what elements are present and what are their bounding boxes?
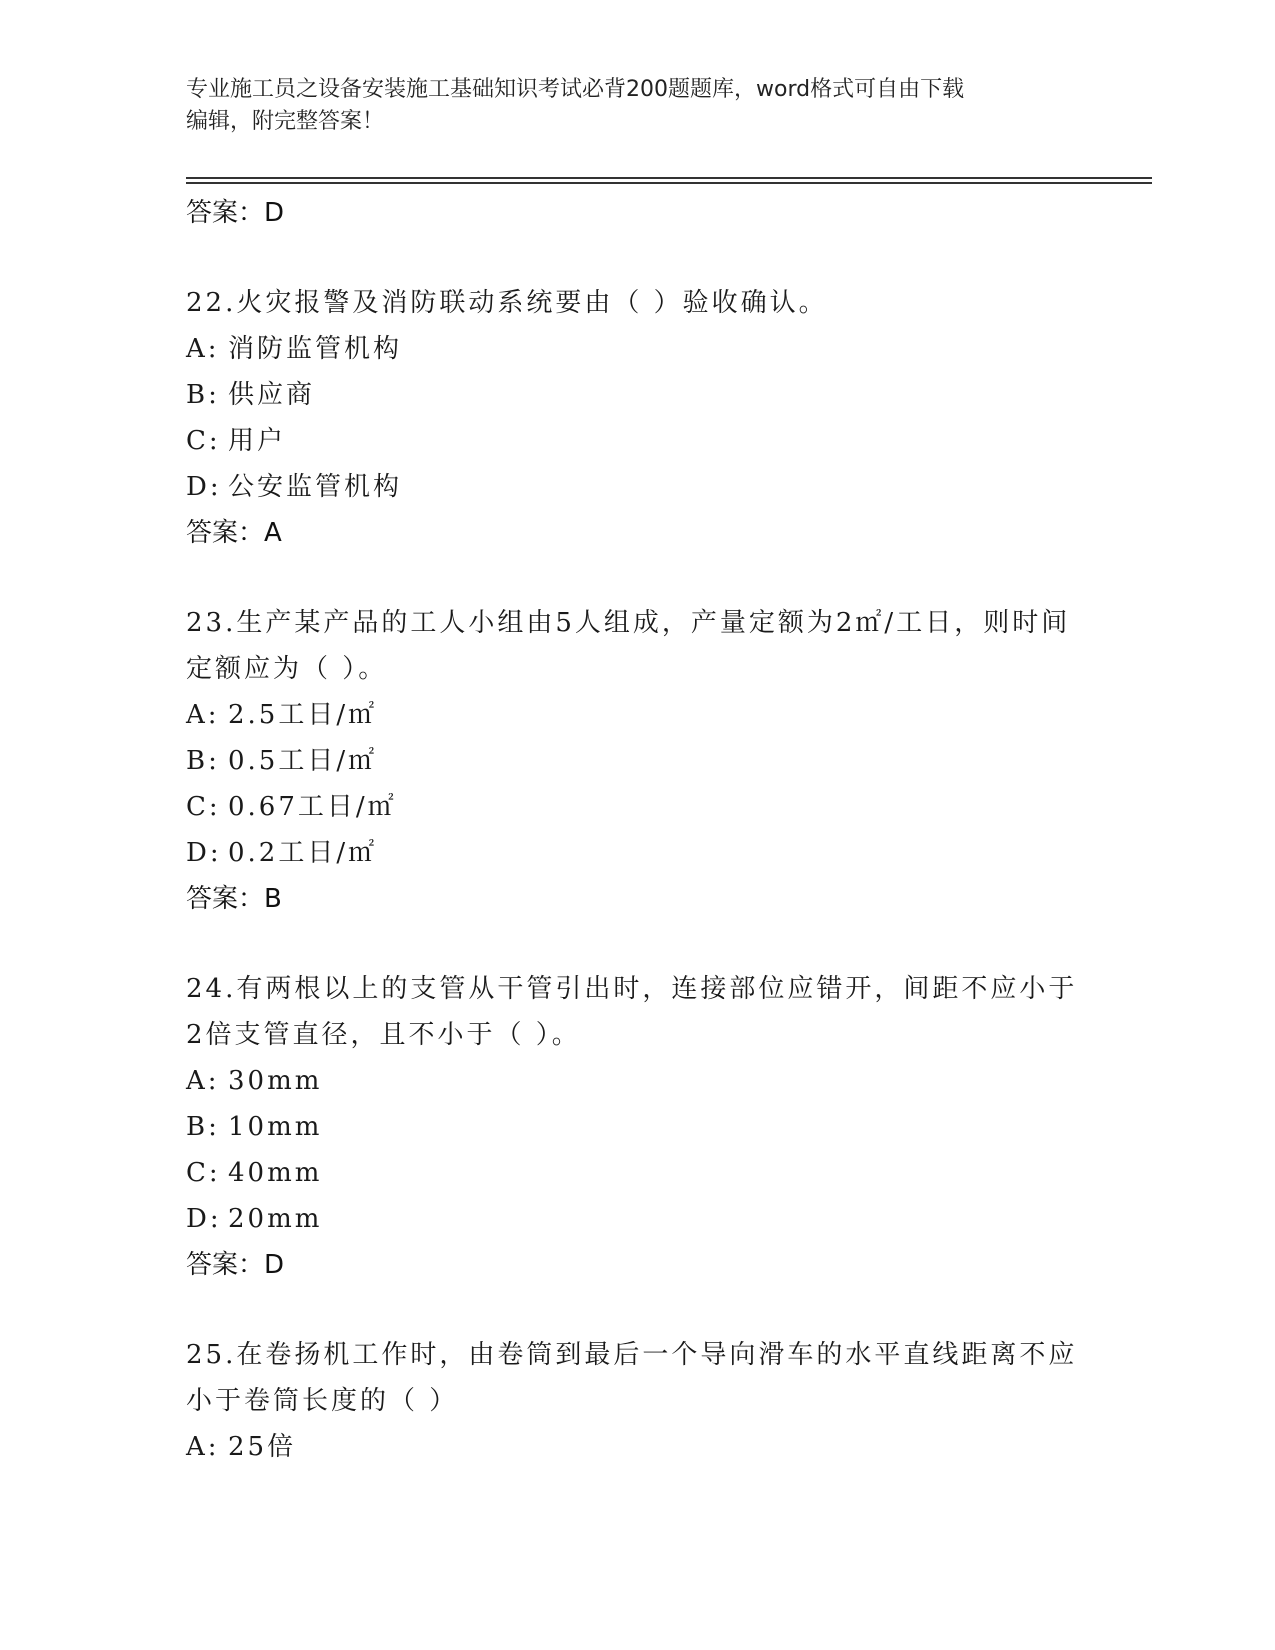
option-text: 0.2工日/㎡	[228, 838, 378, 868]
spacer	[186, 1288, 1086, 1332]
question-23	[186, 600, 1086, 922]
header-title-line-1: 专业施工员之设备安装施工基础知识考试必背200题题库，word格式可自由下载	[186, 77, 965, 102]
option-d	[186, 464, 1086, 510]
option-text: 10mm	[228, 1112, 323, 1142]
spacer	[186, 922, 1086, 966]
question-stem: 24.有两根以上的支管从干管引出时，连接部位应错开，间距不应小于	[186, 974, 1078, 1004]
answer-line: 答案：D	[186, 1250, 285, 1280]
question-list	[186, 190, 1086, 1470]
option-letter: B:	[186, 746, 220, 776]
option-a	[186, 692, 1086, 738]
option-letter: C:	[186, 426, 221, 456]
option-letter: D:	[186, 472, 222, 502]
option-b	[186, 738, 1086, 784]
option-b	[186, 372, 1086, 418]
option-text: 30mm	[228, 1066, 323, 1096]
option-text: 消防监管机构	[228, 334, 403, 364]
option-text: 0.67工日/㎡	[228, 792, 397, 822]
option-letter: A:	[186, 1432, 220, 1462]
spacer	[186, 556, 1086, 600]
option-text: 25倍	[228, 1432, 297, 1462]
option-a	[186, 1424, 1086, 1470]
option-text: 0.5工日/㎡	[228, 746, 378, 776]
option-text: 40mm	[228, 1158, 323, 1188]
option-text: 供应商	[228, 380, 316, 410]
question-24	[186, 966, 1086, 1288]
option-letter: B:	[186, 1112, 220, 1142]
option-c	[186, 1150, 1086, 1196]
option-letter: D:	[186, 838, 222, 868]
option-letter: B:	[186, 380, 220, 410]
question-stem-continued: 小于卷筒长度的（ ）	[186, 1386, 459, 1416]
question-22	[186, 280, 1086, 556]
question-stem-continued: 定额应为（ ）。	[186, 654, 388, 684]
question-stem: 22.火灾报警及消防联动系统要由（ ）验收确认。	[186, 288, 828, 318]
option-letter: A:	[186, 334, 220, 364]
option-text: 公安监管机构	[228, 472, 403, 502]
option-d	[186, 830, 1086, 876]
spacer	[186, 236, 1086, 280]
document-header	[186, 74, 1066, 138]
answer-line: 答案：B	[186, 884, 282, 914]
option-b	[186, 1104, 1086, 1150]
option-text: 2.5工日/㎡	[228, 700, 378, 730]
option-c	[186, 418, 1086, 464]
question-stem-continued: 2倍支管直径，且不小于（ ）。	[186, 1020, 581, 1050]
option-a	[186, 326, 1086, 372]
previous-answer: 答案：D	[186, 198, 285, 228]
option-text: 用户	[228, 426, 287, 456]
question-stem: 25.在卷扬机工作时，由卷筒到最后一个导向滑车的水平直线距离不应	[186, 1340, 1078, 1370]
header-divider-top	[186, 177, 1152, 179]
option-letter: A:	[186, 700, 220, 730]
question-25	[186, 1332, 1086, 1470]
option-c	[186, 784, 1086, 830]
header-title-line-2: 编辑，附完整答案！	[186, 109, 385, 134]
answer-line: 答案：A	[186, 518, 282, 548]
option-letter: A:	[186, 1066, 220, 1096]
option-a	[186, 1058, 1086, 1104]
option-letter: D:	[186, 1204, 222, 1234]
option-text: 20mm	[228, 1204, 323, 1234]
option-letter: C:	[186, 1158, 221, 1188]
header-divider-bottom	[186, 182, 1152, 184]
question-stem: 23.生产某产品的工人小组由5人组成，产量定额为2㎡/工日，则时间	[186, 608, 1071, 638]
option-d	[186, 1196, 1086, 1242]
option-letter: C:	[186, 792, 221, 822]
